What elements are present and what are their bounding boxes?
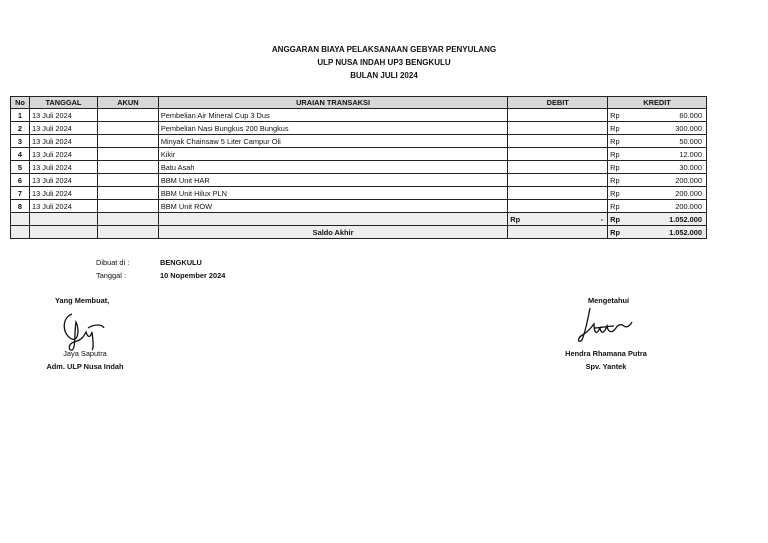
row-date: 13 Juli 2024 [29, 174, 97, 187]
table-row [11, 109, 707, 122]
row-debit [508, 187, 608, 200]
table-row [11, 135, 707, 148]
table-row [11, 122, 707, 135]
row-no: 5 [11, 161, 30, 174]
table-row [11, 148, 707, 161]
row-akun [97, 200, 158, 213]
row-no: 1 [11, 109, 30, 122]
row-akun [97, 122, 158, 135]
row-kredit-currency: Rp [610, 175, 620, 185]
row-no: 4 [11, 148, 30, 161]
row-kredit-amount: 12.000 [679, 149, 702, 159]
created-at-value: BENGKULU [160, 258, 202, 267]
row-no: 3 [11, 135, 30, 148]
total-kredit-cell [608, 213, 707, 226]
row-debit [508, 122, 608, 135]
row-description: BBM Unit HAR [158, 174, 507, 187]
total-debit-cell [508, 213, 608, 226]
left-signer-title: Adm. ULP Nusa Indah [46, 362, 124, 371]
row-kredit [608, 122, 707, 135]
row-akun [97, 187, 158, 200]
row-kredit-currency: Rp [610, 188, 620, 198]
row-kredit-amount: 200.000 [675, 175, 702, 185]
row-akun [97, 148, 158, 161]
date-value: 10 Nopember 2024 [160, 271, 226, 280]
row-kredit-currency: Rp [610, 123, 620, 133]
created-at-label: Dibuat di : [96, 258, 130, 267]
row-kredit [608, 135, 707, 148]
right-signature-heading: Mengetahui [588, 296, 630, 305]
row-akun [97, 174, 158, 187]
row-date: 13 Juli 2024 [29, 148, 97, 161]
row-no: 7 [11, 187, 30, 200]
row-debit [508, 161, 608, 174]
row-date: 13 Juli 2024 [29, 135, 97, 148]
row-no: 2 [11, 122, 30, 135]
right-signature-icon [574, 304, 644, 348]
row-kredit [608, 200, 707, 213]
row-debit [508, 135, 608, 148]
row-date: 13 Juli 2024 [29, 200, 97, 213]
date-line [96, 271, 296, 283]
row-kredit [608, 187, 707, 200]
document-title: ANGGARAN BIAYA PELAKSANAAN GEBYAR PENYULANG [271, 45, 497, 54]
col-header-kredit: KREDIT [608, 97, 707, 109]
row-akun [97, 161, 158, 174]
row-date: 13 Juli 2024 [29, 109, 97, 122]
col-header-akun: AKUN [97, 97, 158, 109]
row-akun [97, 135, 158, 148]
row-kredit-currency: Rp [610, 136, 620, 146]
saldo-row [11, 226, 707, 239]
row-description: Pembelian Nasi Bungkus 200 Bungkus [158, 122, 507, 135]
row-kredit [608, 174, 707, 187]
total-row [11, 213, 707, 226]
saldo-amount: 1.052.000 [669, 227, 702, 237]
row-description: Pembelian Air Mineral Cup 3 Dus [158, 109, 507, 122]
row-kredit [608, 161, 707, 174]
row-akun [97, 109, 158, 122]
row-description: Kikir [158, 148, 507, 161]
row-kredit-currency: Rp [610, 149, 620, 159]
row-date: 13 Juli 2024 [29, 161, 97, 174]
table-header-row [11, 97, 707, 109]
date-label: Tanggal : [96, 271, 126, 280]
row-date: 13 Juli 2024 [29, 187, 97, 200]
row-description: BBM Unit Hilux PLN [158, 187, 507, 200]
total-debit-amount: - [600, 214, 604, 224]
transaction-table [10, 96, 707, 239]
right-signer-name: Hendra Rhamana Putra [565, 349, 647, 358]
row-date: 13 Juli 2024 [29, 122, 97, 135]
document-period: BULAN JULI 2024 [350, 71, 418, 80]
row-kredit-amount: 30.000 [679, 162, 702, 172]
row-kredit-currency: Rp [610, 110, 620, 120]
total-kredit-amount: 1.052.000 [669, 214, 702, 224]
row-kredit-amount: 200.000 [675, 201, 702, 211]
row-debit [508, 109, 608, 122]
col-header-tanggal: TANGGAL [29, 97, 97, 109]
row-debit [508, 174, 608, 187]
left-signature-icon [58, 310, 118, 352]
row-kredit-amount: 300.000 [675, 123, 702, 133]
row-kredit-currency: Rp [610, 162, 620, 172]
row-no: 8 [11, 200, 30, 213]
right-signer-title: Spv. Yantek [585, 362, 627, 371]
table-row [11, 187, 707, 200]
table-row [11, 161, 707, 174]
col-header-debit: DEBIT [508, 97, 608, 109]
created-at-line [96, 258, 296, 270]
row-kredit-amount: 50.000 [679, 136, 702, 146]
row-description: Minyak Chainsaw 5 Liter Campur Oli [158, 135, 507, 148]
col-header-uraian: URAIAN TRANSAKSI [158, 97, 507, 109]
row-kredit [608, 109, 707, 122]
table-row [11, 200, 707, 213]
row-debit [508, 148, 608, 161]
row-description: Batu Asah [158, 161, 507, 174]
row-kredit [608, 148, 707, 161]
total-kredit-currency: Rp [610, 214, 620, 224]
row-kredit-amount: 60.000 [679, 110, 702, 120]
saldo-label: Saldo Akhir [158, 226, 507, 239]
document-subtitle: ULP NUSA INDAH UP3 BENGKULU [317, 58, 451, 67]
row-no: 6 [11, 174, 30, 187]
left-signer-name: Jaya Saputra [63, 349, 107, 358]
col-header-no: No [11, 97, 30, 109]
left-signature-heading: Yang Membuat, [55, 296, 110, 305]
row-debit [508, 200, 608, 213]
row-kredit-currency: Rp [610, 201, 620, 211]
row-kredit-amount: 200.000 [675, 188, 702, 198]
saldo-kredit-cell [608, 226, 707, 239]
row-description: BBM Unit ROW [158, 200, 507, 213]
table-row [11, 174, 707, 187]
total-debit-currency: Rp [510, 214, 521, 224]
saldo-currency: Rp [610, 227, 620, 237]
